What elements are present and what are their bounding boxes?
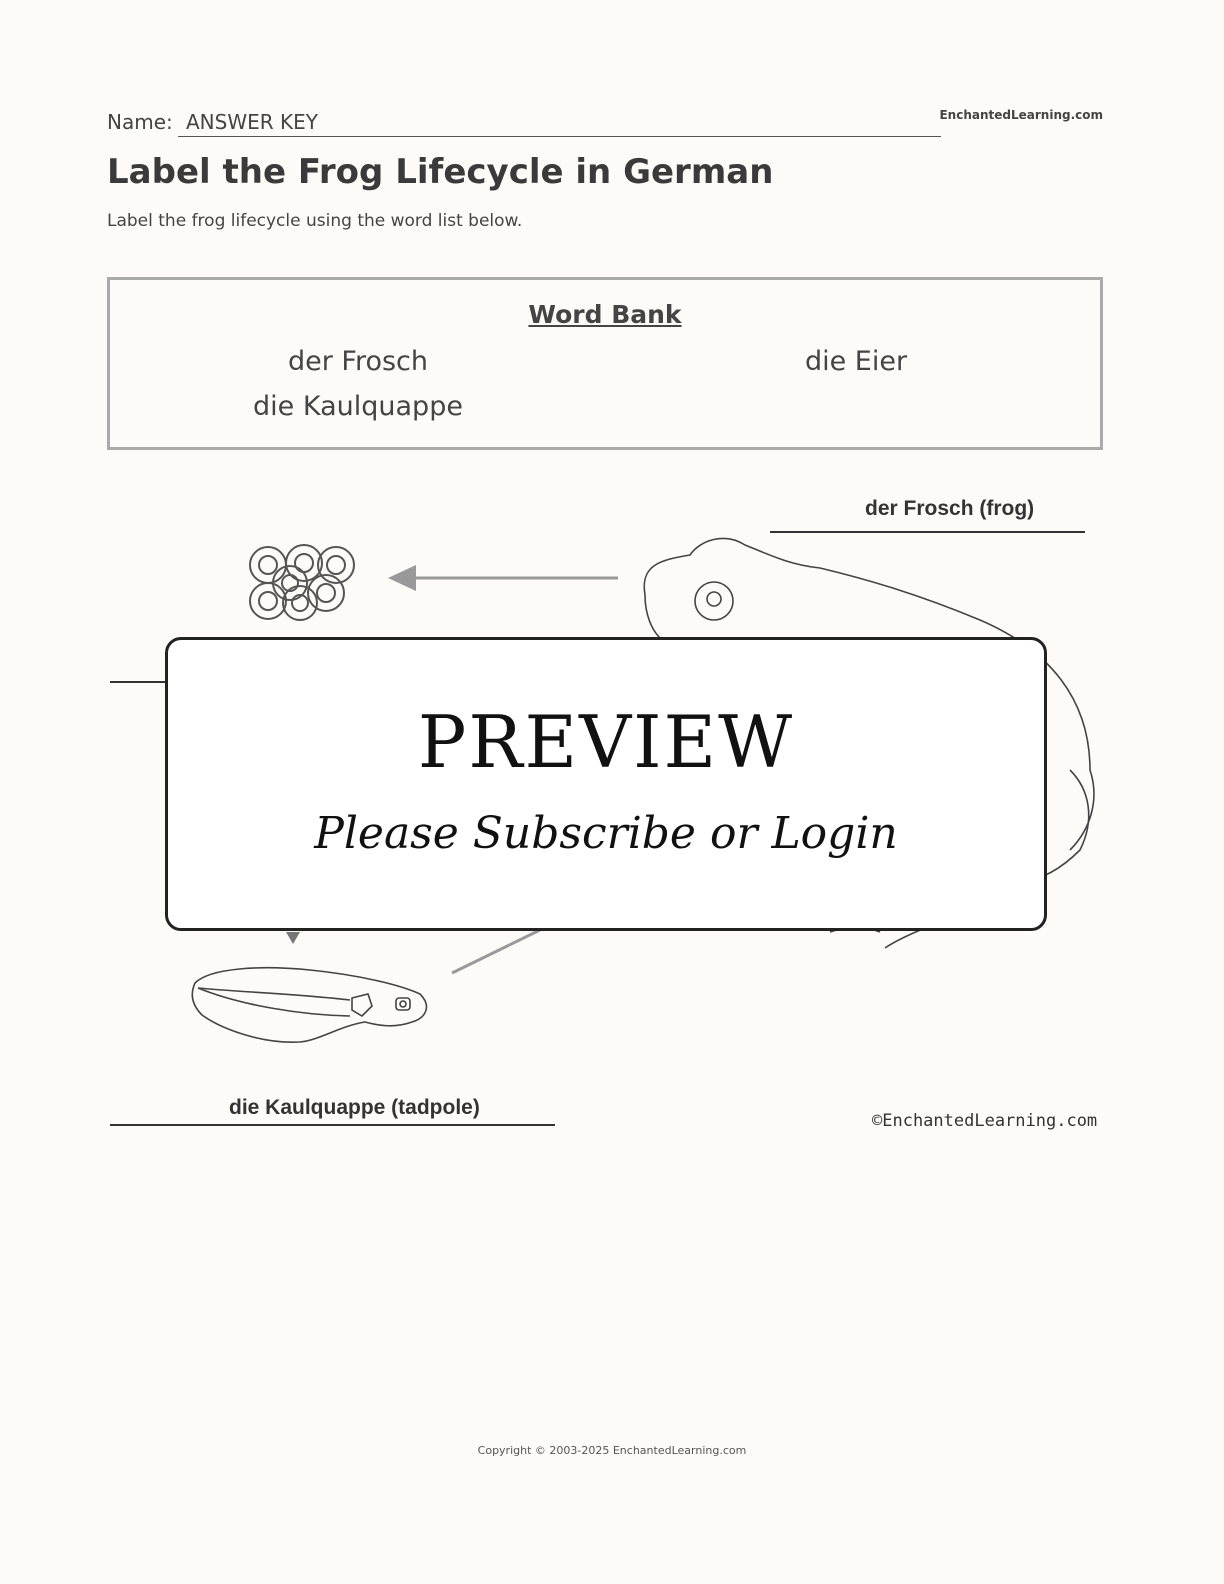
arrow-down-icon bbox=[286, 932, 300, 944]
instructions: Label the frog lifecycle using the word list below. bbox=[107, 211, 523, 231]
word-bank-word: die Eier bbox=[804, 346, 908, 377]
diagonal-arrow-line bbox=[452, 930, 540, 973]
preview-subtitle: Please Subscribe or Login bbox=[314, 808, 898, 859]
name-label: Name: bbox=[107, 110, 173, 134]
word-bank-title: Word Bank bbox=[528, 300, 682, 329]
word-bank-word: die Kaulquappe bbox=[253, 391, 463, 422]
figure-copyright: ©EnchantedLearning.com bbox=[872, 1111, 1098, 1131]
eggs-cluster-icon bbox=[250, 545, 354, 620]
footer-copyright: Copyright © 2003-2025 EnchantedLearning.com bbox=[477, 1444, 747, 1457]
frog-label: der Frosch (frog) bbox=[865, 497, 1035, 520]
word-bank-word: der Frosch bbox=[287, 346, 429, 377]
preview-title: PREVIEW bbox=[417, 700, 795, 784]
name-value: ANSWER KEY bbox=[186, 110, 318, 134]
name-underline bbox=[178, 136, 941, 137]
tadpole-label: die Kaulquappe (tadpole) bbox=[229, 1096, 480, 1119]
word-bank bbox=[107, 277, 1103, 450]
brand-logo-text: EnchantedLearning.com bbox=[939, 108, 1103, 122]
tadpole-icon bbox=[192, 968, 426, 1042]
page-title: Label the Frog Lifecycle in German bbox=[107, 152, 774, 192]
preview-overlay[interactable] bbox=[165, 637, 1047, 931]
arrow-left-icon bbox=[388, 565, 618, 591]
